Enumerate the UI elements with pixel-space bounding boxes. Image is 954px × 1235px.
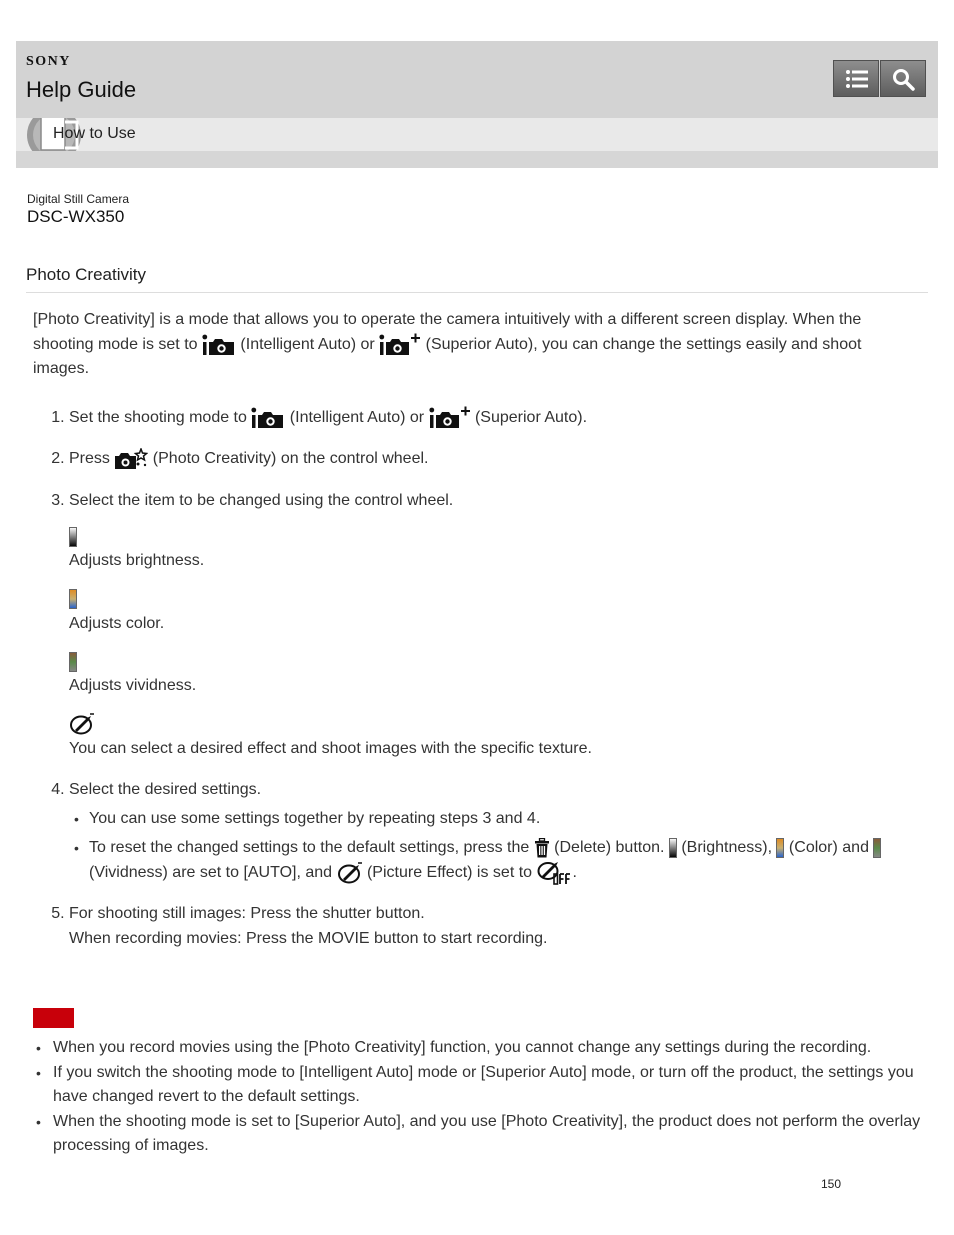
search-icon xyxy=(892,68,916,92)
step-4: 4. Select the desired settings. • You can use some settings together by repeating steps 3 and 4. • To reset the changed settings to the default settings, press the (Delete) button. (Brightness), (Color) and (Vividness) are set to [AUTO], and (Picture Effect) is set to . xyxy=(69,778,921,885)
color-icon xyxy=(69,589,77,609)
list-item: • When you record movies using the [Photo Creativity] function, you cannot change any settings during the recording. xyxy=(53,1036,923,1061)
vividness-icon xyxy=(69,652,77,672)
note-badge xyxy=(33,1008,74,1028)
step-1: 1. Set the shooting mode to (Intelligent Auto) or (Superior Auto). xyxy=(69,406,921,431)
notes-list xyxy=(53,1036,923,1159)
page-number: 150 xyxy=(821,1177,842,1191)
vividness-icon xyxy=(873,838,881,858)
step-3: 3. Select the item to be changed using the control wheel. Adjusts brightness. Adjusts color. Adjusts vividness. You can select a desired effect and shoot images with the specific texture. xyxy=(69,489,921,762)
product-model: DSC-WX350 xyxy=(27,207,125,226)
list-item: • You can use some settings together by repeating steps 3 and 4. xyxy=(89,807,921,832)
help-guide-title[interactable]: Help Guide xyxy=(26,77,137,102)
brightness-icon xyxy=(669,838,677,858)
item-color: Adjusts color. xyxy=(69,588,921,637)
trash-icon xyxy=(534,838,550,858)
item-vividness: Adjusts vividness. xyxy=(69,650,921,699)
list-icon xyxy=(845,68,869,90)
picture-effect-icon xyxy=(69,713,95,735)
page-title: Photo Creativity xyxy=(26,265,146,284)
step-2: 2. Press (Photo Creativity) on the control wheel. xyxy=(69,447,921,472)
category-link-how-to-use[interactable]: How to Use xyxy=(53,125,136,142)
intro-paragraph: [Photo Creativity] is a mode that allows you to operate the camera intuitively with a different screen display. When the shooting mode is set to (Intelligent Auto) or (Superior Auto), you can change the settings easily and shoot images. xyxy=(33,311,862,377)
main-content xyxy=(33,308,921,968)
item-brightness: Adjusts brightness. xyxy=(69,525,921,574)
category-bar xyxy=(16,118,938,151)
steps-list xyxy=(33,406,921,952)
list-item: • When the shooting mode is set to [Superior Auto], and you use [Photo Creativity], the product does not perform the overlay processing of images. xyxy=(53,1110,923,1159)
adjustment-items xyxy=(69,525,921,761)
step-4-bullets xyxy=(69,807,921,886)
item-picture-effect: You can select a desired effect and shoot images with the specific texture. xyxy=(69,713,921,762)
step-5: 5. For shooting still images: Press the shutter button. When recording movies: Press the MOVIE button to start recording. xyxy=(69,902,921,951)
brightness-icon xyxy=(69,527,77,547)
list-item: • If you switch the shooting mode to [Intelligent Auto] mode or [Superior Auto] mode, or turn off the product, the settings you have changed revert to the default settings. xyxy=(53,1061,923,1110)
list-item: • To reset the changed settings to the default settings, press the (Delete) button. (Brightness), (Color) and (Vividness) are set to [AUTO], and (Picture Effect) is set to . xyxy=(89,836,921,885)
site-header xyxy=(16,41,938,118)
superior-auto-icon xyxy=(429,406,471,428)
header-divider xyxy=(16,151,938,168)
table-of-contents-button[interactable] xyxy=(833,60,879,97)
product-type: Digital Still Camera xyxy=(27,192,130,206)
sony-logo: SONY xyxy=(26,54,71,69)
superior-auto-icon xyxy=(379,333,421,355)
title-divider xyxy=(26,292,928,293)
picture-effect-icon xyxy=(337,862,363,884)
picture-effect-off-icon xyxy=(537,861,573,885)
intelligent-auto-icon xyxy=(251,406,285,428)
photo-creativity-icon xyxy=(114,448,148,470)
search-button[interactable] xyxy=(880,60,926,97)
intelligent-auto-icon xyxy=(202,333,236,355)
